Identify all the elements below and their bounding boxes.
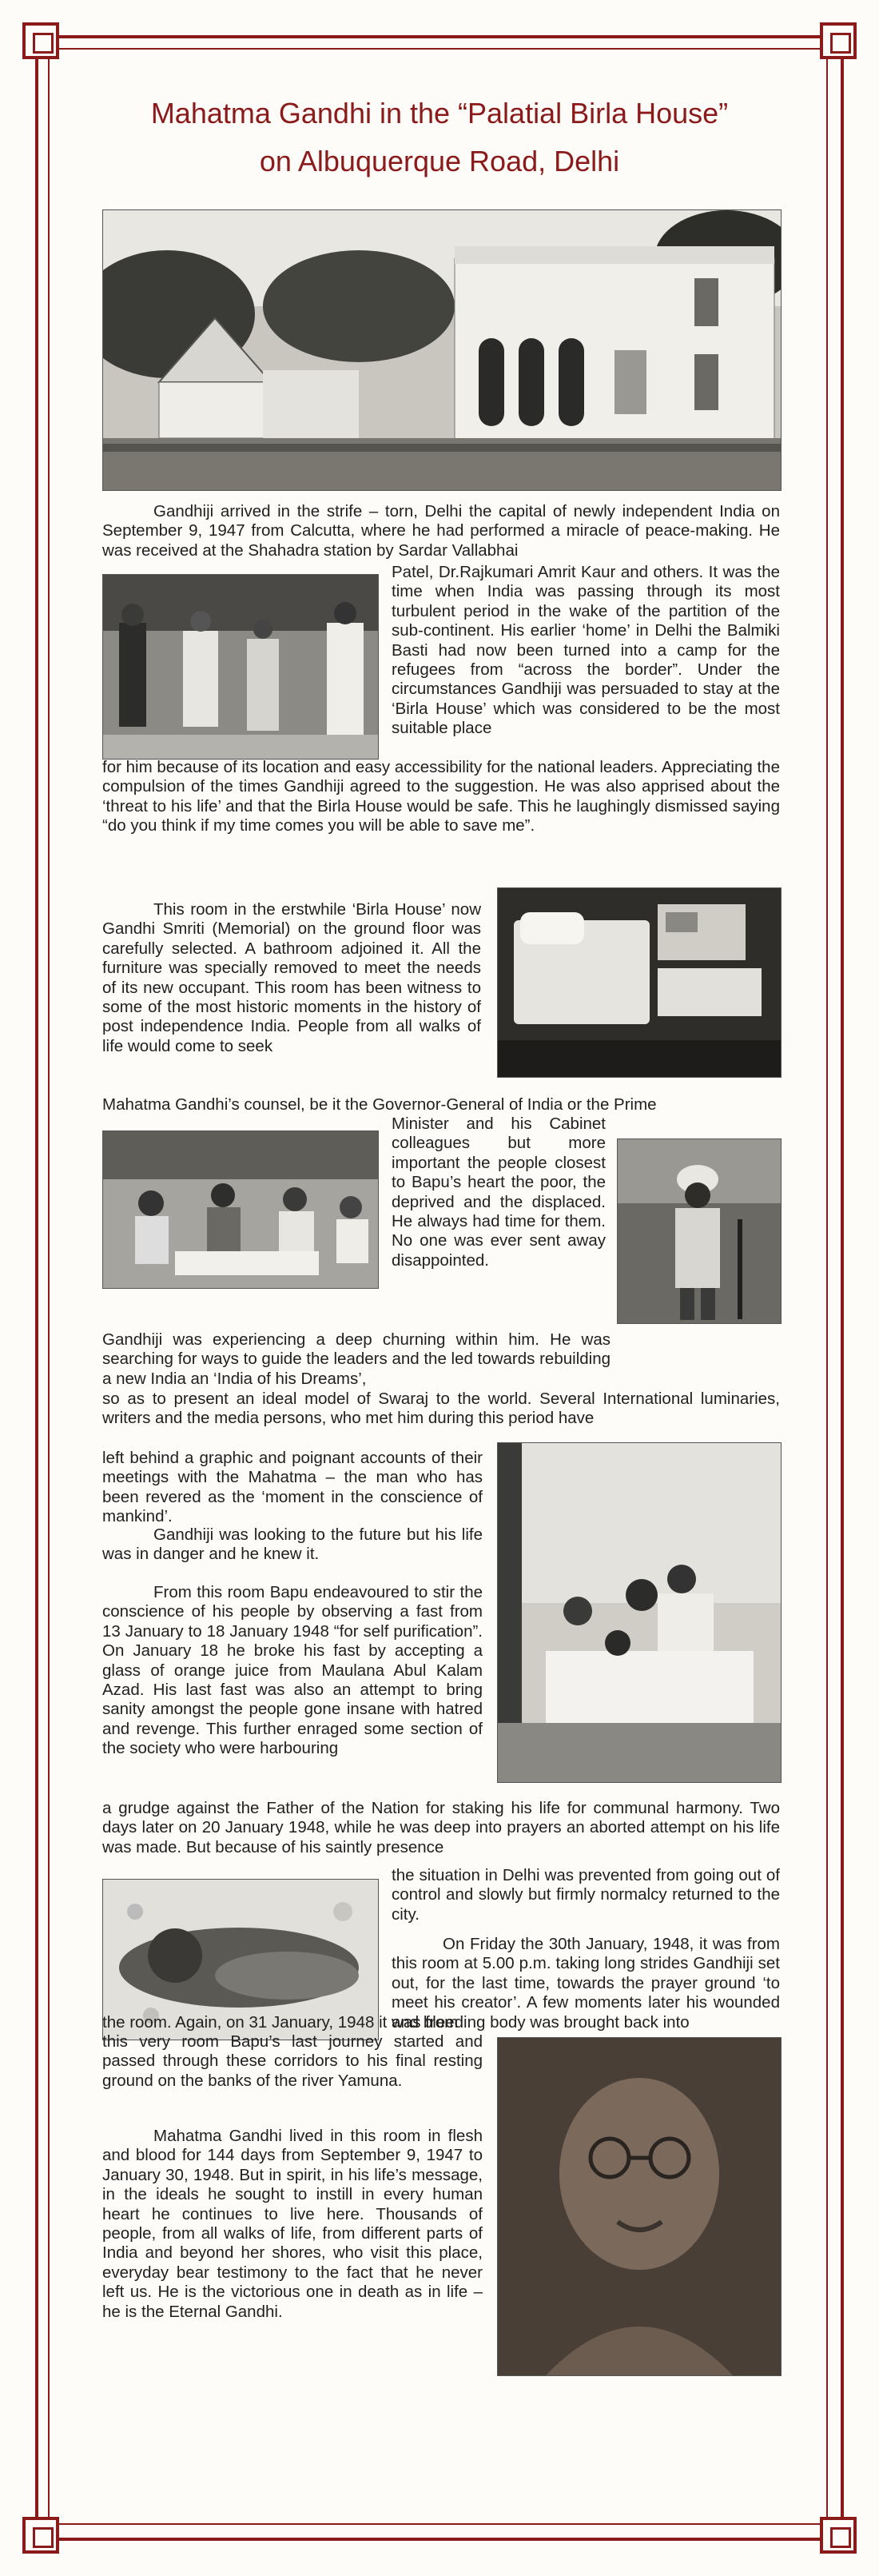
gandhi-room-photo: [497, 887, 782, 1078]
gandhi-walking-photo: [102, 574, 379, 760]
paragraph-room: This room in the erstwhile ‘Birla House’ now Gandhi Smriti (Memorial) on the ground floor was carefully selected. A bathroom adjoined it. All the furniture was specially removed to meet the needs of its new occupant. This room has been witness to some of the most historic moments in the history of post independence India. People from all walks of life would come to seek: [102, 900, 481, 1055]
paragraph-arrival: Gandhiji arrived in the strife – torn, Delhi the capital of newly independent India on September 9, 1947 from Calcutta, where he had performed a miracle of peace-making. He was received at the Shahadra station by Sardar Vallabhai: [102, 502, 780, 560]
paragraph-cabinet: Minister and his Cabinet colleagues but more important the people closest to Bapu’s heart the poor, the deprived and the displaced. He always had time for them. No one was ever sent away disappointed.: [392, 1115, 606, 1270]
title-line-1: Mahatma Gandhi in the “Palatial Birla House”: [150, 97, 729, 130]
page-title: [80, 90, 799, 185]
title-line-2: on Albuquerque Road, Delhi: [259, 145, 620, 177]
paragraph-fast: From this room Bapu endeavoured to stir the conscience of his people by observing a fast from 13 January to 18 January 1948 “for self purification”. On January 18 he broke his fast by accepting a glass of orange juice from Maulana Abul Kalam Azad. His last fast was also an attempt to bring sanity amongst the people gone insane with hatred and revenge. This further enraged some section of the society who were harbouring: [102, 1583, 483, 1758]
paragraph-grudge: a grudge against the Father of the Nation for staking his life for communal harmony. Two days later on 20 January 1948, while he was deep into prayers an aborted attempt on his life was made. But because of his saintly presence: [102, 1799, 780, 1856]
gandhi-bust-photo: [497, 2037, 782, 2376]
paragraph-swaraj: so as to present an ideal model of Swaraj to the world. Several International luminaries, writers and the media persons, who met him during this period have: [102, 1390, 780, 1428]
corner-ornament: [820, 2517, 857, 2554]
paragraph-yamuna: this very room Bapu’s last journey started and passed through these corridors to his final resting ground on the banks of the river Yamuna.: [102, 2032, 483, 2090]
meeting-photo: [102, 1130, 379, 1289]
paragraph-danger: Gandhiji was looking to the future but his life was in danger and he knew it.: [102, 1525, 483, 1564]
paragraph-counsel: Mahatma Gandhi’s counsel, be it the Governor-General of India or the Prime: [102, 1095, 657, 1114]
paragraph-normalcy: the situation in Delhi was prevented from going out of control and slowly but firmly normalcy returned to the city.: [392, 1866, 780, 1924]
corner-ornament: [22, 22, 59, 59]
paragraph-eternal-gandhi: Mahatma Gandhi lived in this room in flesh and blood for 144 days from September 9, 1947 to January 30, 1948. But in spirit, in his life’s message, in the ideals he sought to instill in every human heart he continues to live here. Thousands of people, from all walks of life, from different parts of India and beyond her shores, who visit this place, everyday bear testimony to the fact that he never left us. He is the victorious one in death as in life – he is the Eternal Gandhi.: [102, 2127, 483, 2321]
elder-visitor-photo: [617, 1138, 782, 1324]
corner-ornament: [820, 22, 857, 59]
paragraph-arrival-continued: Patel, Dr.Rajkumari Amrit Kaur and others. It was the time when India was passing through its most turbulent period in the wake of the partition of the sub-continent. His earlier ‘home’ in Delhi the Balmiki Basti had now been turned into a camp for the refugees from “across the border”. Under the circumstances Gandhiji was persuaded to stay at the ‘Birla House’ which was considered to be the most suitable place: [392, 563, 780, 738]
corner-ornament: [22, 2517, 59, 2554]
paragraph-churning: Gandhiji was experiencing a deep churning within him. He was searching for ways to guide the leaders and the led towards rebuilding a new India an ‘India of his Dreams’,: [102, 1330, 611, 1388]
paragraph-birla-house: for him because of its location and easy accessibility for the national leaders. Appreciating the compulsion of the times Gandhiji agreed to the suggestion. He was also apprised about the ‘threat to his life’ and that the Birla House would be safe. This he laughingly dismissed saying “do you think if my time comes you will be able to save me”.: [102, 758, 780, 835]
birla-house-photo: [102, 209, 782, 491]
paragraph-accounts: left behind a graphic and poignant accounts of their meetings with the Mahatma – the man who has been revered as the ‘moment in the conscience of mankind’.: [102, 1449, 483, 1526]
fasting-photo: [497, 1442, 782, 1783]
paragraph-last-journey: On Friday the 30th January, 1948, it was from this room at 5.00 p.m. taking long strides Gandhiji set out, for the last time, towards the prayer ground ‘to meet his creator’. A few moments later his wounded and bleeding body was brought back into: [392, 1935, 780, 2032]
paragraph-room-again: the room. Again, on 31 January, 1948 it was from: [102, 2013, 459, 2032]
